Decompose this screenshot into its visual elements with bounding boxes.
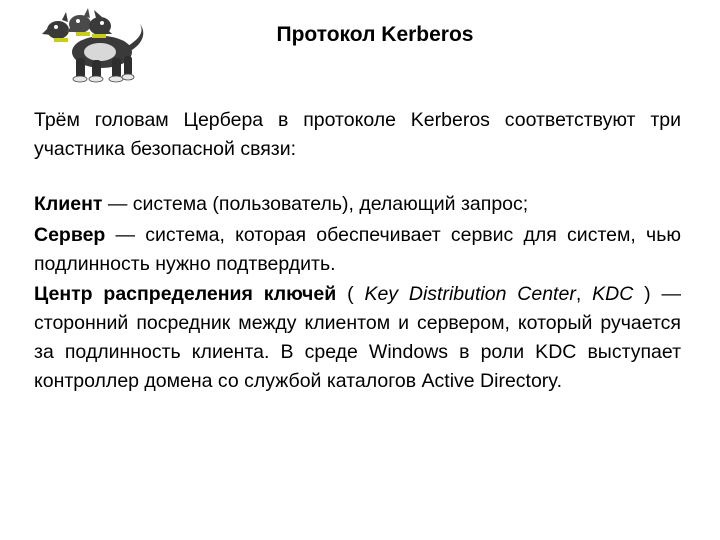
kdc-abbreviation: KDC [592,283,634,305]
kdc-open-paren: ( [336,283,365,305]
kdc-paragraph [34,280,681,396]
server-term: Сервер [34,224,106,246]
server-description: — система, которая обеспечивает сервис для систем, чью подлинность нужно подтвердить. [34,224,681,275]
slide-title: Протокол Kerberos [276,23,474,46]
cerberus-dog-icon [40,8,152,84]
kdc-english-term: Key Distribution Center [364,283,576,305]
intro-paragraph: Трём головам Цербера в протоколе Kerberos соответствуют три участника безопасной связи: [34,109,681,160]
client-paragraph [34,190,681,219]
kdc-comma: , [575,283,593,305]
kdc-description: ) — сторонний посредник между клиентом и сервером, который ручается за подлинность клиента. В среде Windows в роли KDC выступает контроллер домена со службой каталогов Active Directory. [34,283,681,392]
client-description: — система (пользователь), делающий запрос; [102,193,529,215]
kdc-term: Центр распределения ключей [34,283,337,305]
server-paragraph [34,221,681,279]
client-term: Клиент [34,193,103,215]
